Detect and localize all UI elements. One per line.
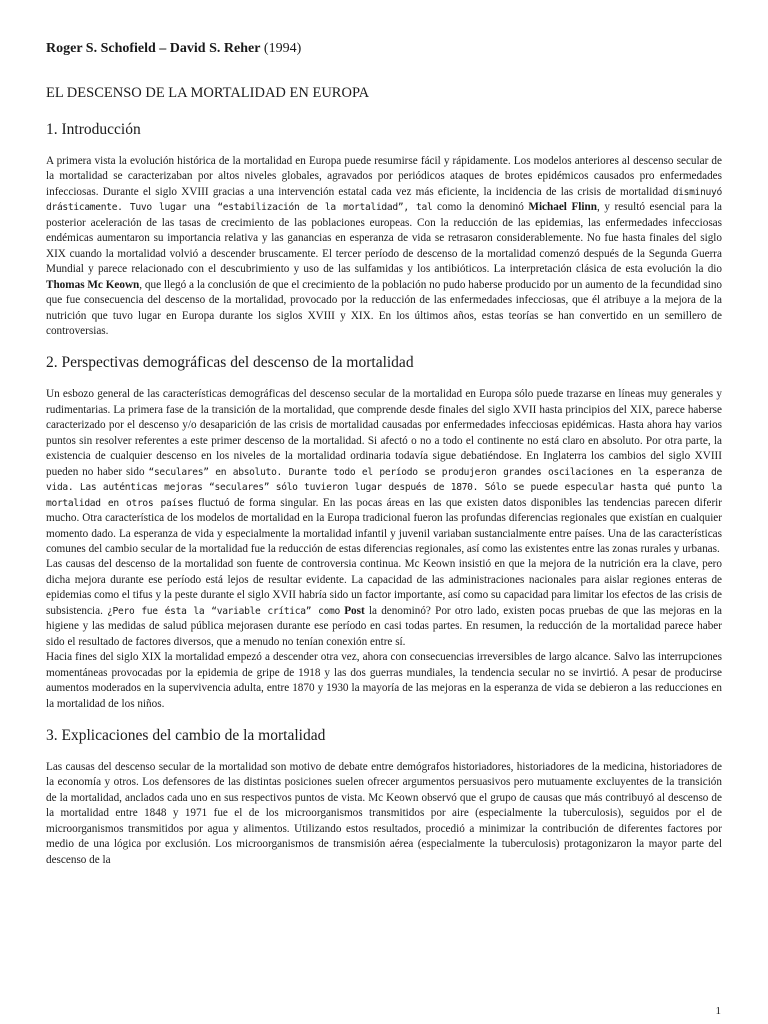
text-run: , y resultó esencial para la posterior aceleración de las tasas de crecimiento de las poblaciones europeas. Con la reducción de las epidemias, las enfermedades infecciosas endémicas aumentaron su importancia relativa y las ganancias en esperanza de vida se retrasaron considerablemente. No fue hasta finales del siglo XIX cuando la mortalidad volvió a descender bruscamente. El tercer período de descenso de la mortalidad comenzó después de la Segunda Guerra Mundial y parece relacionado con el descubrimiento y uso de las sulfamidas y los antibióticos. La interpretación clásica de esta evolución la dio	[46, 201, 722, 276]
section-2-heading: 2. Perspectivas demográficas del descenso de la mortalidad	[46, 354, 414, 372]
authors: Roger S. Schofield – David S. Reher	[46, 41, 261, 56]
section-2-paragraph	[46, 387, 722, 557]
handwritten-font-run: disminuyó drásticamente. Tuvo lugar una “estabilización de la mortalidad”, tal	[46, 186, 722, 214]
publication-year: (1994)	[263, 41, 302, 56]
text-run: A primera vista la evolución histórica de la mortalidad en Europa puede resumirse fácil y rápidamente. Los modelos anteriores al descenso secular de la mortalidad se caracterizaban por altos niveles globales, agravados por periódicos ataques de brotes epidémicos causados pro enfermedades infecciosas. Durante el siglo XVIII gracias a una intervención estatal cada vez más eficiente, la incidencia de las crisis de mortalidad	[46, 155, 722, 198]
bold-name: Michael Flinn	[528, 201, 597, 214]
text-run: la denominó? Por otro lado, existen pocas pruebas de que las mejoras en la higiene y las medidas de salud pública mejorasen durante ese período en casi todas partes. En resumen, la reducción de la mortalidad parece haber sido el resultado de factores diversos, que a menudo no tenían conexión entre sí.	[46, 604, 723, 648]
document-title: EL DESCENSO DE LA MORTALIDAD EN EUROPA	[46, 85, 370, 101]
page-number: 1	[715, 1005, 721, 1017]
text-run: Un esbozo general de las características demográficas del descenso secular de la mortalidad en Europa sólo puede trazarse en líneas muy generales y rudimentarias. La primera fase de la transición de la mortalidad, que comprende desde finales del siglo XVII hasta principios del XIX, parece haberse caracterizado por el descenso y/o desaparición de las crisis de mortalidad causadas por enfermedades infecciosas epidémicas. Hasta ahora hay varios puntos sin resolver referentes a este primer descenso de la mortalidad. Si afectó o no a todo el continente no está claro en absoluto. Por otra parte, la existencia de cualquier descenso en los niveles de la mortalidad ordinaria todavía sigue debatiéndose. En Inglaterra los cambios del siglo XVIII pueden no haber sido	[46, 388, 722, 478]
text-run: , que llegó a la conclusión de que el crecimiento de la población no pudo haberse producido por un aumento de la fecundidad sino que fue consecuencia del descenso de la mortalidad, provocado por la reducción de las enfermedades infecciosas, que él atribuye a la mejora de la nutrición que tuvo lugar en Europa durante los siglos XVIII y XIX. En los últimos años, estas teorías se han convertido en un semillero de controversias.	[46, 278, 723, 337]
section-3-heading: 3. Explicaciones del cambio de la mortalidad	[46, 726, 326, 744]
section-2-paragraph	[46, 557, 722, 650]
author-line	[46, 40, 722, 58]
section-3-paragraph: Las causas del descenso secular de la mortalidad son motivo de debate entre demógrafos historiadores, historiadores de la medicina, historiadores de la economía y otros. Los defensores de las distintas posiciones suelen ofrecer argumentos persuasivos pero mutuamente excluyentes de la transición de la mortalidad, anclados cada uno en sus respectivos puntos de vista. Mc Keown observó que el grupo de causas que más contribuyó al descenso de la mortalidad entre 1848 y 1971 fue el de los microorganismos transmitidos por aire (especialmente la tuberculosis), seguidos por el de microorganismos transmitidos por agua y alimentos. Utilizando estos resultados, procedió a minimizar la contribución de diferentes factores por medio de una lógica por exclusión. Los microorganismos de transmisión aérea (especialmente la tuberculosis) protagonizaron la mayor parte del descenso de la	[46, 760, 722, 866]
bold-name: Thomas Mc Keown	[46, 278, 140, 291]
handwritten-font-run: “seculares” en absoluto. Durante todo el período se produjeron grandes oscilaciones en la esperanza de vida. Las auténticas mejoras “seculares” sólo tuvieron lugar después de 1870. Sólo se puede especular hasta qué punto la mortalidad en otros países	[46, 466, 722, 509]
bold-name: Post	[344, 604, 365, 617]
section-1-heading: 1. Introducción	[46, 121, 141, 138]
section-1-paragraph	[46, 154, 722, 339]
text-run: como la denominó	[437, 201, 524, 214]
document-page	[46, 40, 722, 868]
text-run: fluctuó de forma singular. En las pocas áreas en las que existen datos disponibles las tendencias parecen diferir mucho. Otra característica de los modelos de mortalidad en la Europa tradicional fueron las profundas diferencias regionales que existían en cualquier momento dado. La esperanza de vida y especialmente la mortalidad infantil y juvenil variaban sustancialmente entre países. Una de las características comunes del cambio secular de la mortalidad fue la reducción de estas diferencias regionales, así como las existentes entre las zonas rurales y urbanas.	[46, 496, 723, 555]
text-run: Las causas del descenso de la mortalidad son fuente de controversia continua. Mc Keown insistió en que la mejora de la nutrición era la clave, pero dicha mejora durante ese período está lejos de resultar evidente. La capacidad de las administraciones nacionales para aislar regiones enteras de epidemias como el tifus y la peste durante el siglo XVII habría sido un factor importante, así como su capacidad para limitar los efectos de las crisis de subsistencia.	[46, 558, 722, 617]
handwritten-font-run: ¿Pero fue ésta la “variable crítica” como	[107, 605, 340, 617]
section-2-paragraph: Hacia fines del siglo XIX la mortalidad empezó a descender otra vez, ahora con consecuencias irreversibles de largo alcance. Salvo las interrupciones momentáneas provocadas por la epidemia de gripe de 1918 y las dos guerras mundiales, la tendencia secular no se invirtió. A pesar de producirse aumentos moderados en la supervivencia adulta, entre 1870 y 1930 la mayoría de las mejoras en la esperanza de vida se debieron a las reducciones en la mortalidad de los niños.	[46, 651, 722, 710]
